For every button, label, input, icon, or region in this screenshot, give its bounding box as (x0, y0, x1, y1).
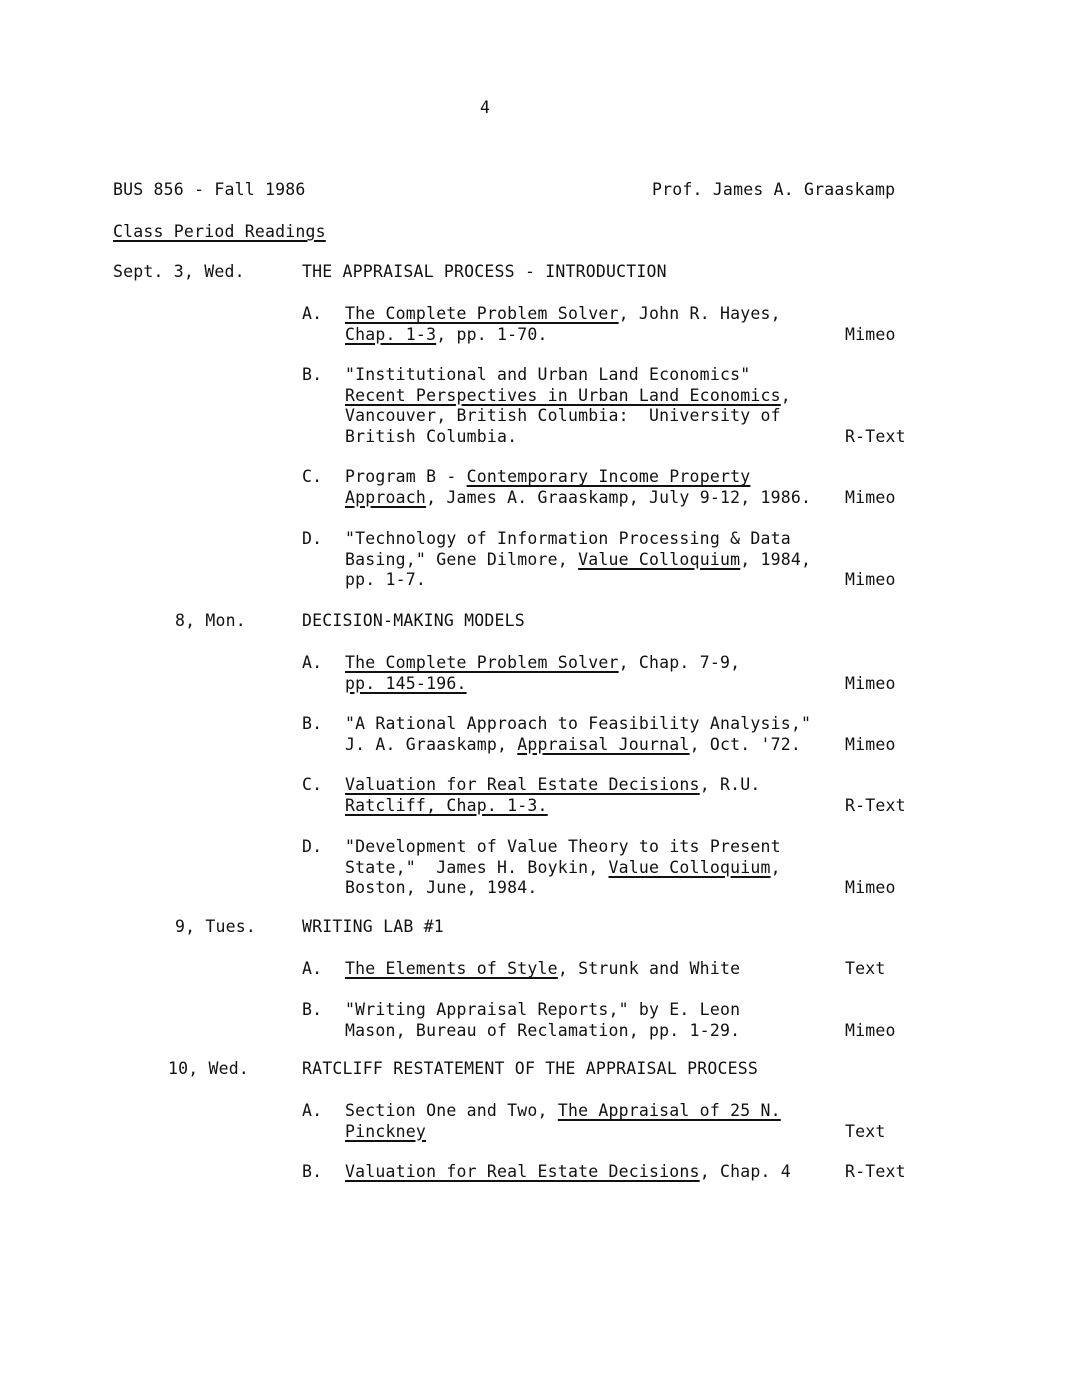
reading-text: , (780, 385, 791, 405)
session-date: 10, Wed. (168, 1059, 250, 1078)
reading-title: The Complete Problem Solver (345, 304, 619, 323)
reading-source: R-Text (845, 1162, 906, 1181)
reading-source: Text (845, 959, 886, 978)
reading-line (345, 488, 811, 509)
reading-line (345, 427, 791, 448)
reading-text: "Development of Value Theory to its Present (345, 837, 781, 856)
reading-text: State," James H. Boykin, (345, 857, 609, 877)
reading-source: Mimeo (845, 487, 896, 507)
reading-letter: B. (302, 1162, 323, 1181)
session-topic: DECISION-MAKING MODELS (302, 611, 525, 630)
reading-line (345, 365, 791, 386)
reading-line (345, 1162, 791, 1183)
page-number: 4 (480, 98, 491, 117)
reading-source: Mimeo (845, 878, 896, 897)
reading-text: J. A. Graaskamp, (345, 734, 518, 754)
reading-line (345, 1021, 740, 1042)
session-topic: THE APPRAISAL PROCESS - INTRODUCTION (302, 262, 667, 281)
reading-text: Section One and Two, (345, 1101, 558, 1120)
reading-letter: A. (302, 653, 323, 672)
reading-letter: D. (302, 837, 323, 856)
reading-title: Contemporary Income Property (466, 467, 751, 486)
reading-line (345, 653, 740, 674)
reading-line (345, 858, 781, 879)
reading-line (345, 550, 811, 571)
reading-title: Ratcliff, Chap. 1-3. (345, 795, 548, 815)
reading-entry (345, 1101, 781, 1142)
reading-entry (345, 467, 811, 508)
reading-text: , John R. Hayes, (618, 304, 781, 323)
reading-entry (345, 775, 761, 816)
reading-text: "Technology of Information Processing & Data (345, 529, 791, 548)
reading-line (345, 529, 811, 550)
reading-entry (345, 365, 791, 447)
reading-line (345, 714, 811, 735)
reading-letter: C. (302, 467, 323, 486)
reading-line (345, 674, 740, 695)
reading-text: Basing," Gene Dilmore, (345, 549, 579, 569)
reading-text: Program B - (345, 467, 467, 486)
reading-entry (345, 1000, 740, 1041)
reading-text: "Institutional and Urban Land Economics" (345, 365, 751, 384)
reading-title: Valuation for Real Estate Decisions (345, 775, 700, 794)
course-header: BUS 856 - Fall 1986 (113, 180, 306, 199)
reading-line (345, 570, 811, 591)
reading-text: pp. 1-7. (345, 570, 427, 589)
reading-title: pp. 145-196. (345, 673, 467, 693)
reading-title: The Appraisal of 25 N. (557, 1101, 781, 1120)
reading-title: Appraisal Journal (517, 734, 690, 754)
reading-entry (345, 653, 740, 694)
session-date: 9, Tues. (175, 917, 257, 936)
section-title: Class Period Readings (113, 222, 326, 241)
reading-text: , Strunk and White (557, 959, 741, 978)
reading-line (345, 406, 791, 427)
session-date: Sept. 3, Wed. (113, 262, 245, 281)
reading-text: , pp. 1-70. (436, 324, 548, 344)
reading-text: Boston, June, 1984. (345, 878, 538, 897)
reading-source: Mimeo (845, 324, 896, 344)
reading-line (345, 775, 761, 796)
reading-text: , 1984, (740, 549, 812, 569)
reading-text: , Chap. 7-9, (618, 653, 741, 672)
reading-line (345, 735, 811, 756)
reading-title: Valuation for Real Estate Decisions (345, 1162, 700, 1181)
reading-line (345, 1101, 781, 1122)
reading-source: Mimeo (845, 673, 896, 693)
reading-text: Vancouver, British Columbia: University of (345, 406, 781, 425)
reading-text: , Oct. '72. (689, 734, 802, 754)
reading-entry (345, 1162, 791, 1183)
reading-letter: A. (302, 304, 323, 323)
reading-source: R-Text (845, 426, 906, 446)
session-topic: WRITING LAB #1 (302, 917, 444, 936)
reading-text: , James A. Graaskamp, July 9-12, 1986. (426, 487, 812, 507)
reading-letter: C. (302, 775, 323, 794)
reading-text: Mason, Bureau of Reclamation, pp. 1-29. (345, 1020, 741, 1040)
reading-letter: B. (302, 714, 323, 733)
reading-text: , (770, 857, 781, 877)
reading-entry (345, 714, 811, 755)
reading-title: The Complete Problem Solver (345, 653, 619, 672)
reading-letter: B. (302, 365, 323, 384)
session-topic: RATCLIFF RESTATEMENT OF THE APPRAISAL PROCESS (302, 1059, 759, 1078)
reading-text: , R.U. (699, 775, 761, 794)
reading-line (345, 878, 781, 899)
reading-source: Mimeo (845, 570, 896, 589)
reading-entry (345, 304, 781, 345)
reading-line (345, 304, 781, 325)
reading-line (345, 796, 761, 817)
reading-line (345, 959, 740, 980)
reading-letter: A. (302, 959, 323, 978)
reading-text: , Chap. 4 (699, 1162, 791, 1181)
reading-title: Recent Perspectives in Urban Land Economics (345, 385, 781, 405)
reading-line (345, 325, 781, 346)
reading-letter: A. (302, 1101, 323, 1120)
reading-source: Text (845, 1121, 886, 1141)
reading-text: British Columbia. (345, 426, 518, 446)
professor-header: Prof. James A. Graaskamp (652, 180, 896, 199)
reading-title: The Elements of Style (345, 959, 558, 978)
reading-line (345, 467, 811, 488)
session-date: 8, Mon. (175, 611, 246, 630)
reading-source: Mimeo (845, 1020, 896, 1040)
reading-entry (345, 529, 811, 591)
reading-entry (345, 959, 740, 980)
reading-line (345, 837, 781, 858)
reading-source: R-Text (845, 795, 906, 815)
reading-text: "A Rational Approach to Feasibility Analysis," (345, 714, 812, 733)
reading-letter: D. (302, 529, 323, 548)
reading-title: Chap. 1-3 (345, 324, 437, 344)
reading-title: Approach (345, 487, 427, 507)
reading-source: Mimeo (845, 734, 896, 754)
reading-line (345, 386, 791, 407)
reading-title: Value Colloquium (608, 857, 771, 877)
reading-letter: B. (302, 1000, 323, 1019)
reading-text: "Writing Appraisal Reports," by E. Leon (345, 1000, 741, 1019)
reading-line (345, 1000, 740, 1021)
reading-entry (345, 837, 781, 899)
reading-line (345, 1122, 781, 1143)
reading-title: Pinckney (345, 1121, 427, 1141)
reading-title: Value Colloquium (578, 549, 741, 569)
